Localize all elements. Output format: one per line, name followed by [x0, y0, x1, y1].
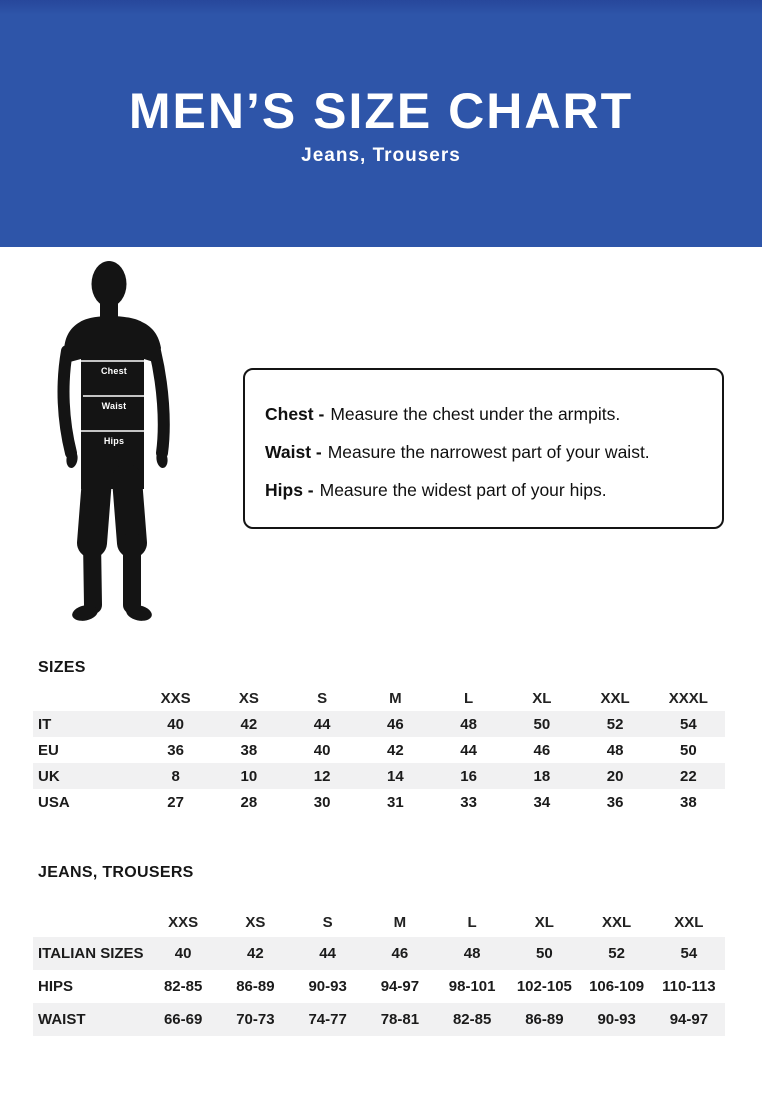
hips-line-label: Hips [103, 436, 125, 446]
table-row [33, 1003, 725, 1036]
table-row [33, 937, 725, 970]
size-value: 106-109 [589, 978, 645, 995]
size-column-header: XL [532, 690, 552, 707]
silhouette-left-arm [64, 351, 71, 453]
male-silhouette-graphic [40, 253, 240, 633]
size-value: 27 [167, 793, 184, 811]
silhouette-right-arm [155, 351, 164, 453]
guide-item [265, 433, 708, 471]
sizes-section [33, 658, 725, 815]
size-value: 66-69 [163, 1011, 203, 1028]
size-value: 34 [533, 793, 551, 811]
table-row [33, 711, 725, 737]
row-label: IT [38, 715, 52, 733]
size-value: 46 [533, 741, 551, 759]
size-column-header: S [317, 690, 328, 707]
size-value: 42 [247, 945, 264, 962]
size-value: 78-81 [380, 1011, 420, 1028]
size-value: 36 [606, 793, 624, 811]
size-value: 12 [313, 767, 331, 785]
size-value: 50 [680, 741, 697, 759]
size-column-header: XXXL [668, 690, 708, 707]
size-value: 40 [167, 715, 184, 733]
size-column-header: XXL [602, 913, 632, 931]
table-header-row [33, 907, 725, 937]
size-value: 14 [387, 767, 404, 785]
size-value: 16 [460, 767, 477, 785]
size-column-header: XL [534, 913, 554, 931]
size-value: 20 [606, 767, 624, 785]
waist-line-label: Waist [101, 401, 127, 411]
size-value: 54 [680, 715, 697, 733]
size-column-header: L [467, 913, 477, 931]
size-value: 22 [680, 767, 697, 785]
measurement-guide-box [243, 368, 724, 529]
guide-description: Measure the narrowest part of your waist. [327, 442, 650, 462]
chest-line-label: Chest [100, 366, 128, 376]
size-value: 98-101 [448, 978, 496, 995]
size-value: 48 [463, 945, 481, 962]
row-label: EU [38, 741, 59, 759]
size-value: 102-105 [516, 978, 572, 995]
size-column-header: XXL [674, 913, 704, 931]
size-value: 44 [313, 715, 331, 733]
size-value: 8 [171, 767, 180, 785]
jeans-trousers-section [33, 863, 725, 1036]
body-measurement-figure [40, 253, 240, 633]
page-subtitle: Jeans, Trousers [301, 145, 461, 166]
row-label: UK [38, 767, 60, 785]
size-value: 10 [240, 767, 258, 785]
jeans-trousers-table [33, 907, 725, 1036]
size-column-header: L [464, 690, 474, 707]
row-label: ITALIAN SIZES [38, 945, 144, 962]
size-column-header: XXS [168, 913, 199, 931]
size-value: 74-77 [308, 1011, 347, 1028]
size-value: 50 [533, 715, 551, 733]
guide-item [265, 395, 708, 433]
size-value: 18 [533, 767, 551, 785]
guide-item [265, 471, 708, 509]
table-header-row [33, 686, 725, 711]
size-value: 54 [680, 945, 698, 962]
size-value: 42 [387, 741, 404, 759]
size-value: 70-73 [236, 1011, 275, 1028]
size-value: 82-85 [163, 978, 203, 995]
row-label: USA [38, 793, 70, 811]
size-value: 30 [313, 793, 331, 811]
size-value: 40 [174, 945, 192, 962]
jeans-trousers-section-title: JEANS, TROUSERS [38, 864, 194, 881]
size-value: 110-113 [662, 978, 716, 995]
size-column-header: XXS [160, 690, 191, 707]
table-row [33, 789, 725, 815]
guide-term: Waist - [265, 442, 322, 462]
size-value: 46 [387, 715, 404, 733]
sizes-table [33, 686, 725, 815]
size-value: 31 [387, 793, 404, 811]
size-column-header: XS [238, 690, 259, 707]
size-column-header: M [389, 690, 402, 707]
size-value: 38 [680, 793, 697, 811]
size-value: 33 [460, 793, 477, 811]
guide-description: Measure the widest part of your hips. [319, 480, 607, 500]
row-label: WAIST [38, 1011, 86, 1028]
size-value: 36 [167, 741, 184, 759]
size-value: 42 [240, 715, 258, 733]
header-banner [0, 0, 762, 247]
size-value: 38 [240, 741, 258, 759]
size-value: 40 [313, 741, 331, 759]
page-title: MEN’S SIZE CHART [128, 83, 634, 139]
size-value: 48 [606, 741, 624, 759]
table-row [33, 970, 725, 1003]
size-value: 46 [391, 945, 409, 962]
size-column-header: XXL [600, 690, 630, 707]
size-value: 86-89 [236, 978, 275, 995]
size-value: 94-97 [669, 1011, 709, 1028]
size-column-header: M [393, 913, 407, 931]
size-value: 44 [460, 741, 477, 759]
size-value: 52 [606, 715, 624, 733]
table-row [33, 737, 725, 763]
size-column-header: S [322, 913, 333, 931]
size-value: 44 [319, 945, 336, 962]
table-row [33, 763, 725, 789]
size-value: 48 [460, 715, 477, 733]
size-value: 86-89 [525, 1011, 564, 1028]
size-value: 94-97 [380, 978, 420, 995]
size-value: 28 [240, 793, 258, 811]
sizes-section-title: SIZES [38, 659, 86, 676]
size-value: 50 [536, 945, 553, 962]
guide-term: Hips - [265, 480, 314, 500]
size-value: 52 [608, 945, 625, 962]
guide-description: Measure the chest under the armpits. [330, 404, 621, 424]
row-label: HIPS [38, 978, 74, 995]
size-column-header: XS [245, 913, 266, 931]
size-value: 90-93 [597, 1011, 636, 1028]
size-value: 82-85 [452, 1011, 492, 1028]
size-value: 90-93 [308, 978, 347, 995]
guide-term: Chest - [265, 404, 325, 424]
silhouette-left-shin [92, 541, 93, 605]
